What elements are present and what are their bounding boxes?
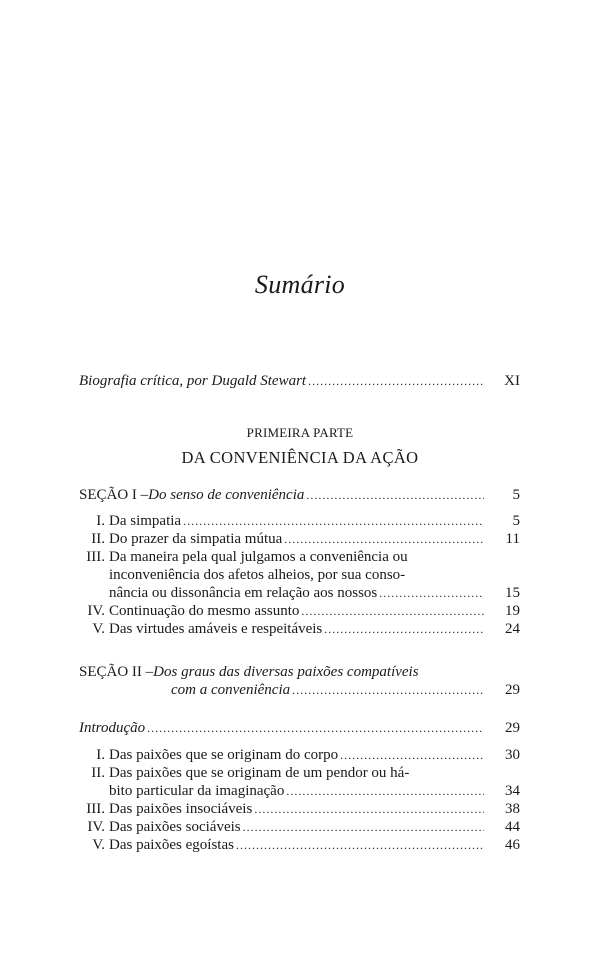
toc-entry-section-1 — [79, 486, 520, 504]
toc-entry-intro — [79, 719, 520, 737]
biography-label: Biografia crítica, por Dugald Stewart — [79, 373, 307, 389]
toc-entry-biography — [79, 372, 520, 390]
section-1-chapters — [79, 512, 520, 638]
chapter-number: I. — [96, 747, 105, 763]
section-2-label-line1: Dos graus das diversas paixões compatíveis — [153, 664, 419, 680]
chapter-page: 5 — [512, 513, 520, 529]
biography-page: XI — [504, 373, 520, 389]
dot-leader — [147, 719, 484, 737]
chapter-number: II. — [91, 765, 105, 781]
chapter-page: 46 — [505, 837, 520, 853]
chapter-title-cont: nância ou dissonância em relação aos nossos — [109, 585, 378, 601]
chapter-continuation — [79, 584, 520, 602]
section-2-prefix: SEÇÃO II – — [79, 664, 154, 680]
dot-leader — [340, 746, 484, 764]
chapter-title: Das virtudes amáveis e respeitáveis — [109, 621, 323, 637]
dot-leader — [243, 818, 484, 836]
chapter-number: III. — [86, 549, 105, 565]
chapter-continuation — [79, 566, 520, 584]
dot-leader — [308, 372, 484, 390]
chapter-entry — [79, 530, 520, 548]
chapter-title: Da maneira pela qual julgamos a conveniência ou — [109, 549, 408, 565]
dot-leader — [306, 486, 484, 504]
chapter-page: 38 — [505, 801, 520, 817]
chapter-entry — [79, 800, 520, 818]
chapter-title-cont: inconveniência dos afetos alheios, por sua conso- — [109, 567, 406, 583]
dot-leader — [286, 782, 484, 800]
chapter-title: Das paixões que se originam de um pendor ou há- — [109, 765, 410, 781]
chapter-title: Das paixões sociáveis — [109, 819, 241, 835]
chapter-title: Das paixões egoístas — [109, 837, 234, 853]
section-1-prefix: SEÇÃO I – — [79, 487, 149, 503]
dot-leader — [379, 584, 484, 602]
dot-leader — [254, 800, 484, 818]
section-1-page: 5 — [512, 487, 520, 503]
chapter-entry — [79, 548, 520, 566]
toc-entry-section-2 — [79, 663, 520, 699]
page-title: Sumário — [254, 270, 346, 299]
chapter-number: I. — [96, 513, 105, 529]
chapter-number: III. — [86, 801, 105, 817]
chapter-page: 30 — [505, 747, 520, 763]
chapter-title: Do prazer da simpatia mútua — [109, 531, 283, 547]
chapter-page: 44 — [505, 819, 520, 835]
chapter-title-cont: bito particular da imaginação — [109, 783, 285, 799]
chapter-page: 15 — [505, 585, 520, 601]
chapter-page: 19 — [505, 603, 520, 619]
dot-leader — [284, 530, 484, 548]
section-1-label: Do senso de conveniência — [148, 487, 305, 503]
dot-leader — [301, 602, 484, 620]
chapter-number: V. — [92, 837, 105, 853]
intro-label: Introdução — [79, 720, 146, 736]
chapter-entry — [79, 620, 520, 638]
chapter-title: Da simpatia — [109, 513, 182, 529]
chapter-entry — [79, 512, 520, 530]
dot-leader — [324, 620, 484, 638]
part-label: PRIMEIRA PARTE — [246, 425, 354, 440]
chapter-number: II. — [91, 531, 105, 547]
part-title: DA CONVENIÊNCIA DA AÇÃO — [181, 448, 419, 467]
section-2-chapters — [79, 746, 520, 854]
chapter-page: 24 — [505, 621, 520, 637]
chapter-entry — [79, 818, 520, 836]
dot-leader — [236, 836, 484, 854]
chapter-number: IV. — [87, 603, 105, 619]
section-2-label-line2: com a conveniência — [171, 682, 291, 698]
chapter-title: Continuação do mesmo assunto — [109, 603, 300, 619]
chapter-continuation — [79, 782, 520, 800]
chapter-title: Das paixões insociáveis — [109, 801, 253, 817]
chapter-title: Das paixões que se originam do corpo — [109, 747, 339, 763]
chapter-number: V. — [92, 621, 105, 637]
intro-page: 29 — [505, 720, 520, 736]
chapter-entry — [79, 836, 520, 854]
chapter-entry — [79, 746, 520, 764]
section-2-page: 29 — [505, 682, 520, 698]
dot-leader — [183, 512, 484, 530]
chapter-entry — [79, 764, 520, 782]
dot-leader — [292, 681, 484, 699]
chapter-page: 11 — [505, 531, 520, 547]
chapter-page: 34 — [505, 783, 520, 799]
chapter-entry — [79, 602, 520, 620]
chapter-number: IV. — [87, 819, 105, 835]
